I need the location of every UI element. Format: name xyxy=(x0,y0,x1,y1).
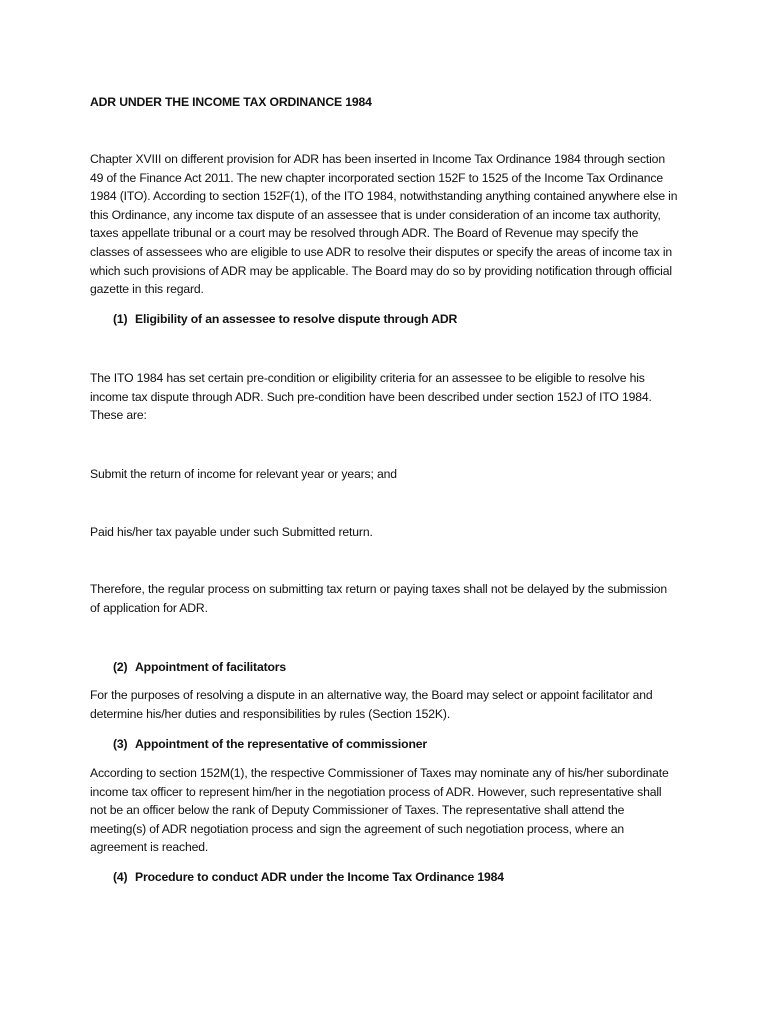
section-heading-3 xyxy=(113,735,427,754)
section-2-paragraph-1: For the purposes of resolving a dispute in an alternative way, the Board may select or appoint facilitator and determine his/her duties and responsibilities by rules (Section 152K). xyxy=(90,688,653,721)
section-number: (1) xyxy=(113,312,128,326)
section-heading-1 xyxy=(113,310,457,329)
section-number: (3) xyxy=(113,737,128,751)
section-heading-text: Appointment of facilitators xyxy=(135,660,287,674)
section-1-paragraph-4: Therefore, the regular process on submitting tax return or paying taxes shall not be delayed by the submission of application for ADR. xyxy=(90,582,667,615)
section-1-paragraph-1: The ITO 1984 has set certain pre-condition or eligibility criteria for an assessee to be eligible to resolve his income tax dispute through ADR. Such pre-condition have been described under section 152J of ITO 1984. These are: xyxy=(90,371,652,423)
section-1-paragraph-3: Paid his/her tax payable under such Submitted return. xyxy=(90,525,373,539)
section-heading-text: Appointment of the representative of commissioner xyxy=(135,737,427,751)
section-number: (2) xyxy=(113,660,128,674)
section-heading-4 xyxy=(113,868,504,887)
document-title: ADR UNDER THE INCOME TAX ORDINANCE 1984 xyxy=(90,95,372,109)
intro-paragraph: Chapter XVIII on different provision for ADR has been inserted in Income Tax Ordinance 1984 through section 49 of the Finance Act 2011. The new chapter incorporated section 152F to 1525 of the Income Tax Ordinance 1984 (ITO). According to section 152F(1), of the ITO 1984, notwithstanding anything contained anywhere else in this Ordinance, any income tax dispute of an assessee that is under consideration of an income tax authority, taxes appellate tribunal or a court may be resolved through ADR. The Board of Revenue may specify the classes of assessees who are eligible to use ADR to resolve their disputes or specify the areas of income tax in which such provisions of ADR may be applicable. The Board may do so by providing notification through official gazette in this regard. xyxy=(90,152,678,297)
section-heading-2 xyxy=(113,658,286,677)
section-number: (4) xyxy=(113,870,128,884)
section-1-paragraph-2: Submit the return of income for relevant year or years; and xyxy=(90,467,397,481)
section-heading-text: Procedure to conduct ADR under the Income Tax Ordinance 1984 xyxy=(135,870,504,884)
section-3-paragraph-1: According to section 152M(1), the respective Commissioner of Taxes may nominate any of his/her subordinate income tax officer to represent him/her in the negotiation process of ADR. However, such representative shall not be an officer below the rank of Deputy Commissioner of Taxes. The representative shall attend the meeting(s) of ADR negotiation process and sign the agreement of such negotiation process, where an agreement is reached. xyxy=(90,766,669,855)
section-heading-text: Eligibility of an assessee to resolve dispute through ADR xyxy=(135,312,458,326)
